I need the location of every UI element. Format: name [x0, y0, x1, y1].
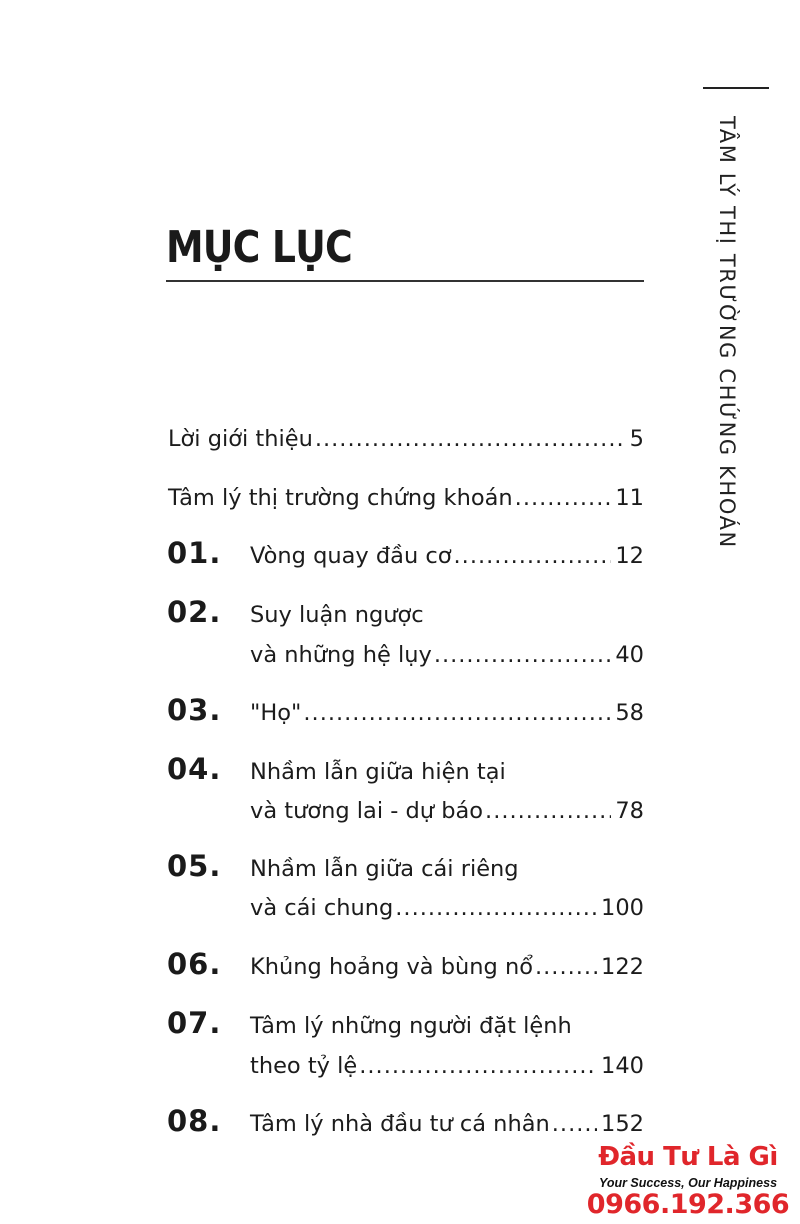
chapter-title: Suy luận ngược [250, 602, 424, 628]
leader-dots [359, 1053, 597, 1079]
chapter-number: 01. [167, 536, 222, 570]
chapter-number: 06. [167, 947, 222, 981]
toc-entry-label: Lời giới thiệu [168, 426, 313, 452]
chapter-title: Tâm lý nhà đầu tư cá nhân [250, 1111, 550, 1137]
chapter-title: và cái chung [250, 895, 394, 921]
toc-entry-label: Tâm lý thị trường chứng khoán [168, 485, 513, 511]
toc-page-number: 152 [601, 1111, 644, 1137]
leader-dots [454, 543, 612, 569]
chapter-title-line [250, 856, 644, 882]
chapter-number: 03. [167, 693, 222, 727]
chapter-number: 05. [167, 849, 222, 883]
toc-page-number: 58 [615, 700, 644, 726]
side-rule [703, 87, 769, 89]
chapter-title: "Họ" [250, 700, 302, 726]
leader-dots [434, 642, 612, 668]
watermark-slogan: Your Success, Our Happiness [598, 1176, 778, 1190]
leader-dots [535, 954, 597, 980]
chapter-number: 02. [167, 595, 222, 629]
title-underline [166, 280, 644, 282]
watermark-brand: Đầu Tư Là Gì [598, 1142, 778, 1172]
chapter-title: Tâm lý những người đặt lệnh [250, 1013, 572, 1039]
chapter-title-line [250, 700, 644, 726]
toc-page-number: 78 [615, 798, 644, 824]
watermark-phone: 0966.192.366 [586, 1189, 790, 1220]
chapter-number: 07. [167, 1006, 222, 1040]
toc-page-number: 5 [629, 426, 644, 452]
chapter-number: 08. [167, 1104, 222, 1138]
toc-entry [168, 485, 644, 511]
running-book-title: TÂM LÝ THỊ TRƯỜNG CHỨNG KHOÁN [715, 116, 739, 549]
chapter-title: Nhầm lẫn giữa hiện tại [250, 759, 506, 785]
chapter-title-line [250, 954, 644, 980]
chapter-title: và tương lai - dự báo [250, 798, 484, 824]
leader-dots [515, 485, 612, 511]
chapter-number: 04. [167, 752, 222, 786]
chapter-title: Nhầm lẫn giữa cái riêng [250, 856, 519, 882]
chapter-title-line [250, 895, 644, 921]
toc-page-number: 12 [615, 543, 644, 569]
chapter-title: và những hệ lụy [250, 642, 432, 668]
chapter-title: theo tỷ lệ [250, 1053, 358, 1079]
toc-entry [168, 426, 644, 452]
toc-page-number: 122 [601, 954, 644, 980]
leader-dots [552, 1111, 597, 1137]
chapter-title-line [250, 798, 644, 824]
chapter-title-line [250, 1053, 644, 1079]
chapter-title-line [250, 543, 644, 569]
leader-dots [315, 426, 626, 452]
page-title: MỤC LỤC [166, 222, 352, 273]
toc-page-number: 40 [615, 642, 644, 668]
chapter-title: Khủng hoảng và bùng nổ [250, 954, 533, 980]
toc-page-number: 140 [601, 1053, 644, 1079]
chapter-title-line [250, 1013, 644, 1039]
leader-dots [485, 798, 611, 824]
leader-dots [395, 895, 597, 921]
chapter-title-line [250, 602, 644, 628]
chapter-title-line [250, 1111, 644, 1137]
chapter-title: Vòng quay đầu cơ [250, 543, 452, 569]
leader-dots [303, 700, 611, 726]
toc-page-number: 100 [601, 895, 644, 921]
toc-page-number: 11 [615, 485, 644, 511]
chapter-title-line [250, 642, 644, 668]
chapter-title-line [250, 759, 644, 785]
